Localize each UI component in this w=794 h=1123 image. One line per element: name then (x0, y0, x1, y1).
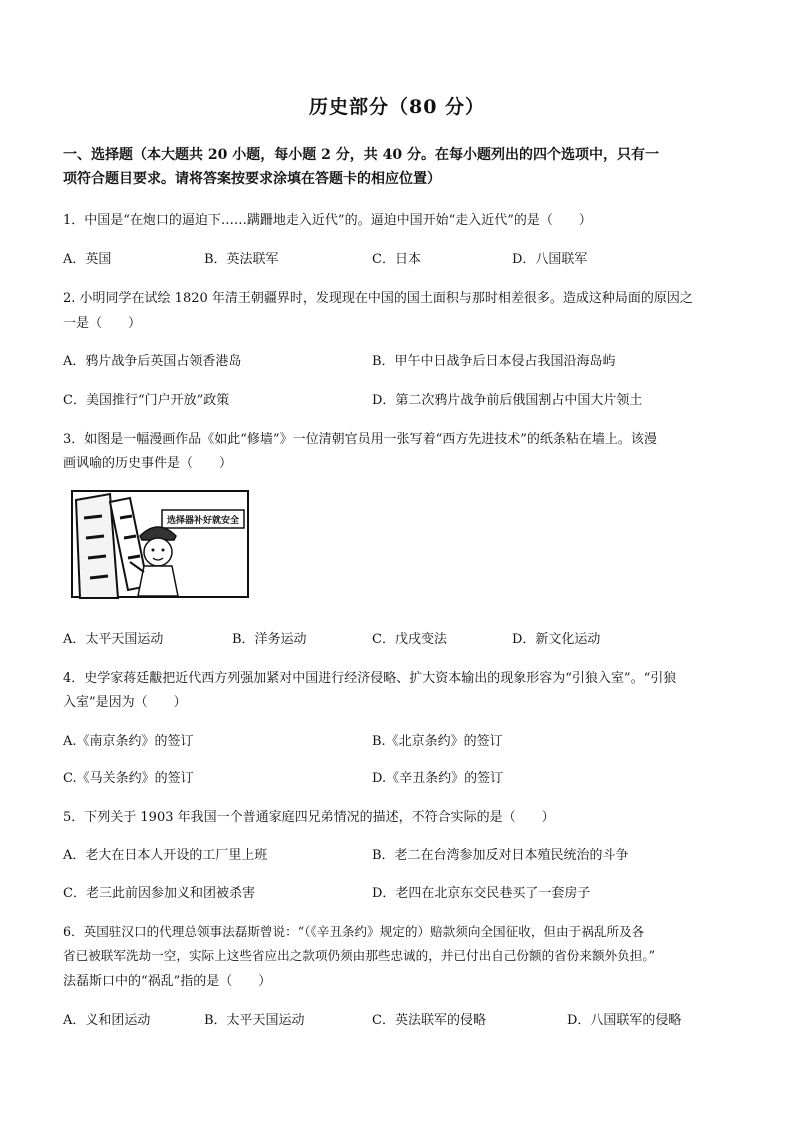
page-title: 历史部分（80 分） (308, 96, 486, 118)
question-5-stem: 5．下列关于 1903 年我国一个普通家庭四兄弟情况的描述，不符合实际的是（ ） (63, 810, 555, 825)
q5-option-a: A．老大在日本人开设的工厂里上班 (63, 848, 268, 863)
question-3-stem-line-1: 3．如图是一幅漫画作品《如此“修墙”》一位清朝官员用一张写着“西方先进技术”的纸条粘在墙上。该漫 (63, 432, 657, 447)
q4-option-d: D.《辛丑条约》的签订 (372, 771, 504, 786)
q6-option-d: D．八国联军的侵略 (567, 1013, 682, 1028)
q5-option-c: C．老三此前因参加义和团被杀害 (63, 886, 255, 901)
q6-option-a: A．义和团运动 (63, 1013, 151, 1028)
q3-option-a: A．太平天国运动 (63, 632, 164, 647)
question-2-stem-line-2: 一是（ ） (63, 316, 142, 331)
question-6-stem-line-3: 法磊斯口中的“祸乱”指的是（ ） (63, 974, 272, 989)
q1-option-d: D．八国联军 (512, 252, 588, 267)
section-heading-line-2: 项符合题目要求。请将答案按要求涂填在答题卡的相应位置） (63, 171, 441, 187)
q3-option-c: C．戊戌变法 (372, 632, 447, 647)
question-4-stem-line-1: 4．史学家蒋廷黻把近代西方列强加紧对中国进行经济侵略、扩大资本输出的现象形容为“引狼入室”。“引狼 (63, 671, 677, 686)
q2-option-b: B．甲午中日战争后日本侵占我国沿海岛屿 (372, 354, 616, 369)
q3-option-b: B．洋务运动 (232, 632, 307, 647)
question-4-stem-line-2: 入室”是因为（ ） (63, 695, 187, 710)
q2-option-a: A．鸦片战争后英国占领香港岛 (63, 354, 242, 369)
q4-option-a: A.《南京条约》的签订 (63, 734, 194, 749)
question-6-stem-line-2: 省已被联军洗劫一空，实际上这些省应出之款项仍须由那些忠诚的，并已付出自己份额的省份来额外负担。” (63, 948, 656, 963)
q1-option-c: C．日本 (372, 252, 421, 267)
cartoon-image (70, 488, 250, 600)
question-3-stem-line-2: 画讽喻的历史事件是（ ） (63, 456, 233, 471)
q2-option-c: C．美国推行“门户开放”政策 (63, 393, 230, 408)
q1-option-b: B．英法联军 (204, 252, 279, 267)
question-6-stem-line-1: 6．英国驻汉口的代理总领事法磊斯曾说：“（《辛丑条约》规定的）赔款须向全国征收，但由于祸乱所及各 (63, 924, 645, 939)
q4-option-c: C.《马关条约》的签订 (63, 771, 194, 786)
question-1-stem: 1．中国是“在炮口的逼迫下……蹒跚地走入近代”的。逼迫中国开始“走入近代”的是（ ） (63, 213, 592, 228)
q6-option-c: C．英法联军的侵略 (372, 1013, 486, 1028)
q6-option-b: B．太平天国运动 (204, 1013, 305, 1028)
section-heading (63, 143, 733, 191)
q1-option-a: A．英国 (63, 252, 112, 267)
q5-option-b: B．老二在台湾参加反对日本殖民统治的斗争 (372, 848, 629, 863)
q4-option-b: B.《北京条约》的签订 (372, 734, 503, 749)
section-heading-line-1: 一、选择题（本大题共 20 小题，每小题 2 分，共 40 分。在每小题列出的四个选项中，只有一 (63, 147, 659, 163)
question-2-stem-line-1: 2. 小明同学在试绘 1820 年清王朝疆界时，发现现在中国的国土面积与那时相差很多。造成这种局面的原因之 (63, 291, 693, 306)
cartoon-caption: 选择器补好就安全 (166, 516, 240, 526)
q3-option-d: D．新文化运动 (512, 632, 601, 647)
q5-option-d: D．老四在北京东交民巷买了一套房子 (372, 886, 591, 901)
q2-option-d: D．第二次鸦片战争前后俄国割占中国大片领土 (372, 393, 643, 408)
